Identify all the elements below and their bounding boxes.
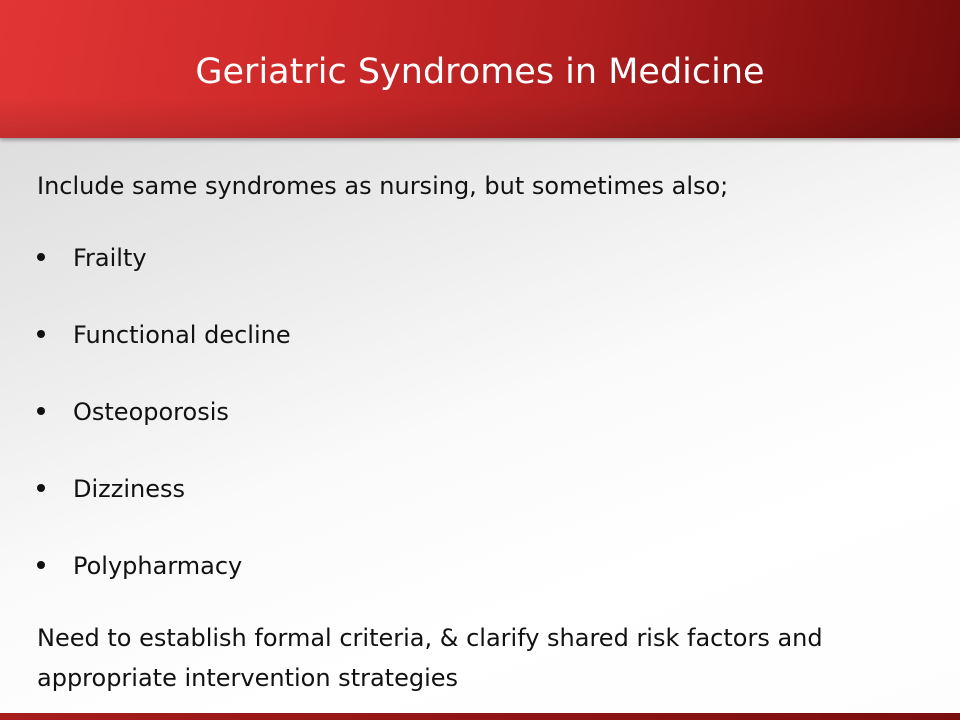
bullet-text: Dizziness bbox=[73, 475, 185, 503]
bullet-dot-icon bbox=[37, 561, 45, 569]
slide-title: Geriatric Syndromes in Medicine bbox=[195, 52, 765, 92]
intro-text: Include same syndromes as nursing, but sometimes also; bbox=[37, 172, 729, 200]
bullet-dot-icon bbox=[37, 484, 45, 492]
bullet-text: Osteoporosis bbox=[73, 398, 229, 426]
bottom-rule bbox=[0, 713, 960, 720]
bullet-text: Polypharmacy bbox=[73, 552, 243, 580]
bullet-dot-icon bbox=[37, 253, 45, 261]
bullet-dot-icon bbox=[37, 407, 45, 415]
bullet-dot-icon bbox=[37, 330, 45, 338]
bullet-text: Frailty bbox=[73, 244, 147, 272]
slide-content bbox=[37, 166, 917, 692]
bullet-text: Functional decline bbox=[73, 321, 291, 349]
closing-text: Need to establish formal criteria, & clarify shared risk factors and appropriate intervention strategies bbox=[37, 624, 823, 692]
